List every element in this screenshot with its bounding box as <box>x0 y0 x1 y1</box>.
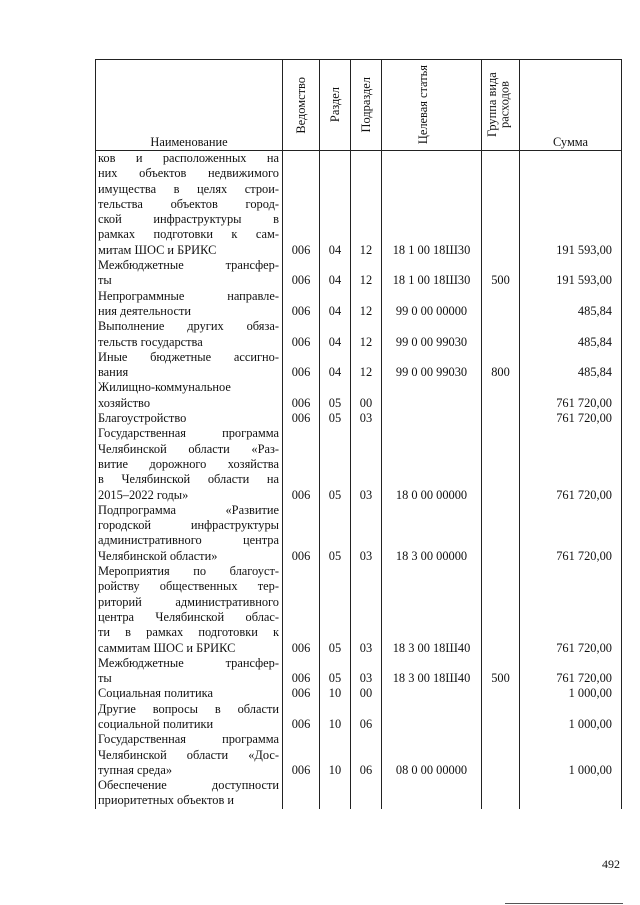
table-row <box>96 564 622 656</box>
row-name <box>96 732 283 778</box>
table-row <box>96 151 622 259</box>
table-row <box>96 656 622 687</box>
budget-table <box>95 59 622 809</box>
row-name-line: Государственная программа <box>98 732 279 747</box>
row-name-line: Челябинской области «Дос- <box>98 747 279 762</box>
row-summa: 761 720,00 <box>520 656 622 687</box>
table-row <box>96 426 622 502</box>
row-summa: 1 000,00 <box>520 686 622 701</box>
row-name-line: Иные бюджетные ассигно- <box>98 349 279 364</box>
row-name-line: ти в рамках подготовки к <box>98 625 279 640</box>
row-podrazdel: 06 <box>351 702 382 733</box>
row-name-line: митам ШОС и БРИКС <box>98 242 217 257</box>
row-name-line: саммитам ШОС и БРИКС <box>98 640 236 655</box>
row-name <box>96 289 283 320</box>
row-gruppa <box>482 778 520 809</box>
row-summa: 761 720,00 <box>520 564 622 656</box>
footer-rule <box>505 903 623 904</box>
row-name-line: Обеспечение доступности <box>98 778 279 793</box>
row-name-line: ты <box>98 273 112 288</box>
row-podrazdel: 12 <box>351 151 382 259</box>
row-gruppa <box>482 702 520 733</box>
row-vedomstvo: 006 <box>283 380 320 411</box>
row-razdel: 04 <box>320 350 351 381</box>
row-podrazdel: 00 <box>351 686 382 701</box>
row-name-line: Социальная политика <box>98 686 213 701</box>
row-razdel: 05 <box>320 411 351 426</box>
table-header-row <box>96 60 622 151</box>
row-razdel: 05 <box>320 503 351 564</box>
row-celevaya: 99 0 00 99030 <box>382 350 482 381</box>
table-body <box>96 151 622 809</box>
row-gruppa: 800 <box>482 350 520 381</box>
row-podrazdel: 12 <box>351 350 382 381</box>
row-gruppa <box>482 289 520 320</box>
row-name-line: Непрограммные направле- <box>98 288 279 303</box>
row-gruppa <box>482 151 520 259</box>
row-name-line: Государственная программа <box>98 426 279 441</box>
header-vedomstvo: Ведомство <box>283 60 320 151</box>
row-name-line: Мероприятия по благоуст- <box>98 564 279 579</box>
header-summa: Сумма <box>520 60 622 151</box>
row-celevaya: 18 1 00 18Ш30 <box>382 258 482 289</box>
row-name <box>96 380 283 411</box>
row-vedomstvo: 006 <box>283 564 320 656</box>
row-podrazdel: 12 <box>351 319 382 350</box>
row-celevaya <box>382 702 482 733</box>
row-summa: 761 720,00 <box>520 426 622 502</box>
row-podrazdel: 03 <box>351 411 382 426</box>
row-summa: 191 593,00 <box>520 258 622 289</box>
page-number: 492 <box>602 857 620 871</box>
table-row <box>96 686 622 701</box>
table-row <box>96 380 622 411</box>
row-name <box>96 350 283 381</box>
row-name <box>96 656 283 687</box>
row-name <box>96 319 283 350</box>
row-celevaya <box>382 686 482 701</box>
row-name <box>96 686 283 701</box>
row-razdel: 05 <box>320 564 351 656</box>
row-celevaya <box>382 411 482 426</box>
row-summa: 485,84 <box>520 319 622 350</box>
row-name-line: риторий административного <box>98 594 279 609</box>
row-name-line: социальной политики <box>98 716 214 731</box>
row-summa: 761 720,00 <box>520 503 622 564</box>
row-vedomstvo: 006 <box>283 732 320 778</box>
row-vedomstvo: 006 <box>283 258 320 289</box>
row-name-line: ты <box>98 671 112 686</box>
row-name-line: центра Челябинской облас- <box>98 609 279 624</box>
row-name-line: Межбюджетные трансфер- <box>98 655 279 670</box>
row-name-line: ройству общественных тер- <box>98 579 279 594</box>
row-podrazdel: 12 <box>351 258 382 289</box>
row-vedomstvo: 006 <box>283 289 320 320</box>
table-row <box>96 350 622 381</box>
row-gruppa: 500 <box>482 258 520 289</box>
row-podrazdel: 06 <box>351 732 382 778</box>
row-name <box>96 564 283 656</box>
row-vedomstvo: 006 <box>283 503 320 564</box>
row-vedomstvo: 006 <box>283 411 320 426</box>
row-name-line: вания <box>98 365 129 380</box>
row-razdel: 04 <box>320 258 351 289</box>
row-gruppa: 500 <box>482 656 520 687</box>
row-name-line: 2015–2022 годы» <box>98 487 189 502</box>
row-gruppa <box>482 426 520 502</box>
row-name <box>96 411 283 426</box>
row-name-line: Благоустройство <box>98 411 187 426</box>
row-vedomstvo: 006 <box>283 686 320 701</box>
table-row <box>96 702 622 733</box>
row-gruppa <box>482 319 520 350</box>
row-summa: 485,84 <box>520 350 622 381</box>
row-vedomstvo <box>283 778 320 809</box>
row-celevaya: 18 1 00 18Ш30 <box>382 151 482 259</box>
header-celevaya: Целевая статья <box>382 60 482 151</box>
row-name-line: административного центра <box>98 533 279 548</box>
row-name-line: рамках подготовки к сам- <box>98 227 279 242</box>
row-name-line: витие дорожного хозяйства <box>98 456 279 471</box>
row-name <box>96 702 283 733</box>
header-gruppa: Группа вида расходов <box>482 60 520 151</box>
row-name <box>96 426 283 502</box>
row-podrazdel: 00 <box>351 380 382 411</box>
row-razdel: 04 <box>320 289 351 320</box>
row-summa: 761 720,00 <box>520 380 622 411</box>
table-row <box>96 258 622 289</box>
row-name-line: в Челябинской области на <box>98 472 279 487</box>
row-razdel: 05 <box>320 426 351 502</box>
row-summa <box>520 778 622 809</box>
row-summa: 1 000,00 <box>520 732 622 778</box>
row-vedomstvo: 006 <box>283 702 320 733</box>
row-gruppa <box>482 686 520 701</box>
row-name-line: приоритетных объектов и <box>98 793 235 808</box>
row-name-line: Челябинской области» <box>98 548 218 563</box>
row-vedomstvo: 006 <box>283 350 320 381</box>
row-name-line: тельства объектов город- <box>98 196 279 211</box>
row-razdel: 10 <box>320 702 351 733</box>
row-gruppa <box>482 503 520 564</box>
row-razdel: 10 <box>320 732 351 778</box>
row-celevaya: 08 0 00 00000 <box>382 732 482 778</box>
row-name <box>96 503 283 564</box>
row-podrazdel: 03 <box>351 564 382 656</box>
row-razdel: 04 <box>320 151 351 259</box>
row-celevaya: 18 0 00 00000 <box>382 426 482 502</box>
row-name-line: ской инфраструктуры в <box>98 212 279 227</box>
row-vedomstvo: 006 <box>283 151 320 259</box>
row-celevaya: 99 0 00 99030 <box>382 319 482 350</box>
row-vedomstvo: 006 <box>283 319 320 350</box>
row-gruppa <box>482 564 520 656</box>
row-name-line: Жилищно-коммунальное <box>98 380 231 395</box>
row-name <box>96 258 283 289</box>
row-summa: 761 720,00 <box>520 411 622 426</box>
row-podrazdel: 03 <box>351 426 382 502</box>
row-name <box>96 778 283 809</box>
table-row <box>96 319 622 350</box>
row-celevaya: 18 3 00 18Ш40 <box>382 564 482 656</box>
row-podrazdel: 12 <box>351 289 382 320</box>
row-celevaya <box>382 778 482 809</box>
table-row <box>96 732 622 778</box>
header-name: Наименование <box>96 60 283 151</box>
row-vedomstvo: 006 <box>283 656 320 687</box>
header-razdel: Раздел <box>320 60 351 151</box>
row-name-line: ков и расположенных на <box>98 151 279 165</box>
row-podrazdel: 03 <box>351 503 382 564</box>
row-name-line: Подпрограмма «Развитие <box>98 502 279 517</box>
row-name-line: имущества в целях строи- <box>98 181 279 196</box>
row-celevaya: 99 0 00 00000 <box>382 289 482 320</box>
row-name-line: тупная среда» <box>98 762 173 777</box>
row-name-line: Выполнение других обяза- <box>98 319 279 334</box>
table-row <box>96 411 622 426</box>
header-podrazdel: Подраздел <box>351 60 382 151</box>
row-razdel <box>320 778 351 809</box>
row-summa: 485,84 <box>520 289 622 320</box>
row-gruppa <box>482 380 520 411</box>
row-name-line: городской инфраструктуры <box>98 518 279 533</box>
row-celevaya: 18 3 00 18Ш40 <box>382 656 482 687</box>
row-name-line: Челябинской области «Раз- <box>98 441 279 456</box>
row-razdel: 05 <box>320 380 351 411</box>
row-summa: 191 593,00 <box>520 151 622 259</box>
row-razdel: 05 <box>320 656 351 687</box>
row-podrazdel: 03 <box>351 656 382 687</box>
row-summa: 1 000,00 <box>520 702 622 733</box>
row-name <box>96 151 283 259</box>
row-name-line: Другие вопросы в области <box>98 701 279 716</box>
row-name-line: ния деятельности <box>98 303 191 318</box>
row-gruppa <box>482 732 520 778</box>
table-row <box>96 778 622 809</box>
row-name-line: Межбюджетные трансфер- <box>98 258 279 273</box>
row-podrazdel <box>351 778 382 809</box>
table-row <box>96 503 622 564</box>
row-razdel: 04 <box>320 319 351 350</box>
row-celevaya: 18 3 00 00000 <box>382 503 482 564</box>
row-razdel: 10 <box>320 686 351 701</box>
row-name-line: тельств государства <box>98 334 203 349</box>
row-name-line: хозяйство <box>98 395 151 410</box>
row-vedomstvo: 006 <box>283 426 320 502</box>
row-gruppa <box>482 411 520 426</box>
row-name-line: них объектов недвижимого <box>98 166 279 181</box>
table-row <box>96 289 622 320</box>
row-celevaya <box>382 380 482 411</box>
